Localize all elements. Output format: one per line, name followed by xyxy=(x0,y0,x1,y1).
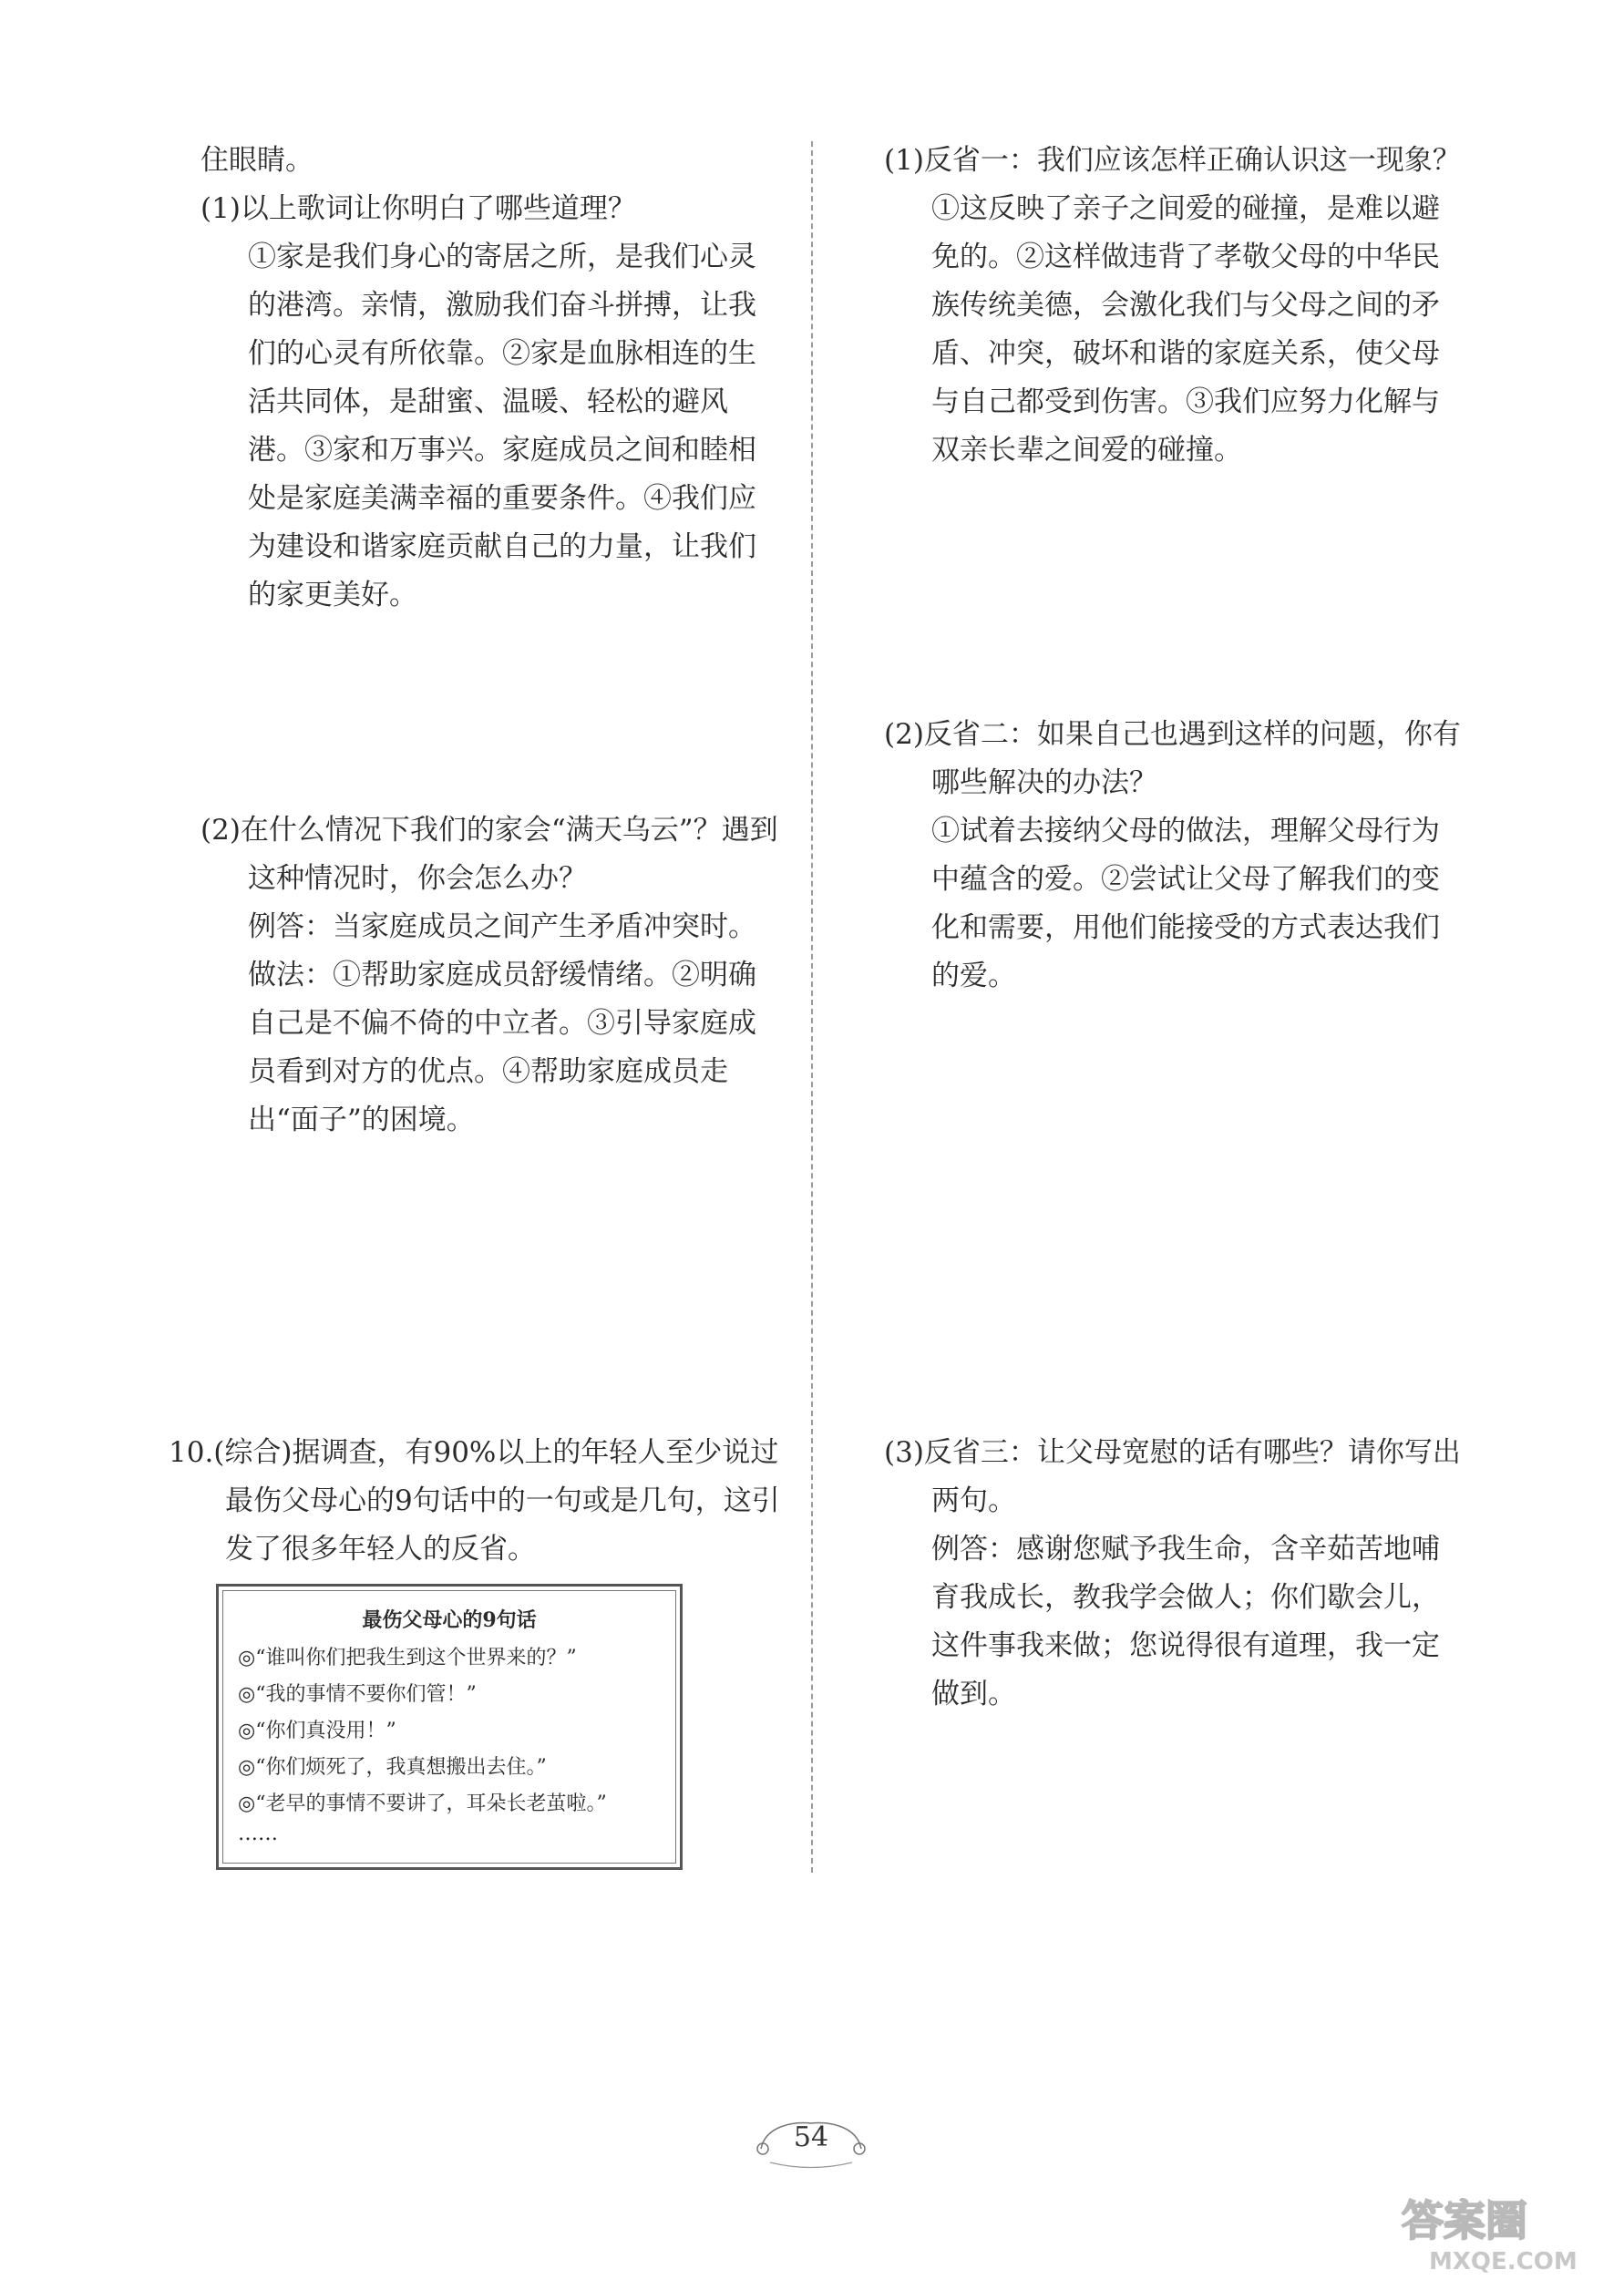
question-2-text: (2)在什么情况下我们的家会“满天乌云”？遇到这种情况时，你会怎么办？ xyxy=(200,814,778,895)
reflection-1-answer: ①这反映了亲子之间爱的碰撞，是难以避免的。②这样做违背了孝敬父母的中华民族传统美德，会激化我们与父母之间的矛盾、冲突，破坏和谐的家庭关系，使父母与自己都受到伤害。③我们应努力化解与双亲长辈之间爱的碰撞。 xyxy=(931,192,1440,467)
watermark-icon xyxy=(1393,2185,1620,2276)
quote-box-title: 最伤父母心的9句话 xyxy=(362,1608,537,1632)
quote-ellipsis: …… xyxy=(238,1823,278,1845)
quote-line: ◎“我的事情不要你们管！” xyxy=(238,1683,477,1706)
page-number-badge xyxy=(743,2112,879,2176)
quote-line: ◎“你们烦死了，我真想搬出去住。” xyxy=(238,1756,547,1779)
column-divider xyxy=(811,141,813,1873)
reflection-1-question: (1)反省一：我们应该怎样正确认识这一现象？ xyxy=(884,144,1461,177)
quote-line: ◎“谁叫你们把我生到这个世界来的？” xyxy=(238,1647,577,1669)
reflection-2-answer: ①试着去接纳父母的做法，理解父母行为中蕴含的爱。②尝试让父母了解我们的变化和需要，用他们能接受的方式表达我们的爱。 xyxy=(931,815,1440,992)
continuation-text: 住眼睛。 xyxy=(200,144,313,177)
answer-2-text: 例答：当家庭成员之间产生矛盾冲突时。做法：①帮助家庭成员舒缓情绪。②明确自己是不偏不倚的中立者。③引导家庭成员看到对方的优点。④帮助家庭成员走出“面子”的困境。 xyxy=(248,910,756,1136)
question-1-text: (1)以上歌词让你明白了哪些道理？ xyxy=(200,192,636,225)
watermark-logo xyxy=(1393,2185,1620,2276)
question-10-text: 10.(综合)据调查，有90%以上的年轻人至少说过最伤父母心的9句话中的一句或是几句，这引发了很多年轻人的反省。 xyxy=(169,1436,780,1566)
question-10-block xyxy=(169,1429,784,1574)
page-number: 54 xyxy=(793,2121,829,2153)
reflection-2-block xyxy=(884,711,1467,1001)
reflection-2-question: (2)反省二：如果自己也遇到这样的问题，你有哪些解决的办法？ xyxy=(884,718,1461,799)
quote-box-inner xyxy=(222,1590,676,1864)
question-2-block xyxy=(200,806,784,1145)
reflection-3-block xyxy=(884,1429,1467,1719)
left-continuation xyxy=(200,137,313,185)
reflection-3-answer: 例答：感谢您赋予我生命，含辛茹苦地哺育我成长，教我学会做人；你们歇会儿，这件事我来做；您说得很有道理，我一定做到。 xyxy=(931,1533,1440,1710)
quote-line: ◎“你们真没用！” xyxy=(238,1720,396,1742)
svg-text:MXQE.COM: MXQE.COM xyxy=(1429,2248,1578,2275)
answer-1-text: ①家是我们身心的寄居之所，是我们心灵的港湾。亲情，激励我们奋斗拼搏，让我们的心灵有所依靠。②家是血脉相连的生活共同体，是甜蜜、温暖、轻松的避风港。③家和万事兴。家庭成员之间和睦相处是家庭美满幸福的重要条件。④我们应为建设和谐家庭贡献自己的力量，让我们的家更美好。 xyxy=(248,241,756,611)
svg-text:答案圈: 答案圈 xyxy=(1402,2196,1527,2245)
question-1-block xyxy=(200,185,784,620)
quote-box xyxy=(216,1584,683,1870)
reflection-3-question: (3)反省三：让父母宽慰的话有哪些？请你写出两句。 xyxy=(884,1436,1461,1517)
quote-line: ◎“老早的事情不要讲了，耳朵长老茧啦。” xyxy=(238,1792,607,1815)
reflection-1-block xyxy=(884,137,1467,475)
